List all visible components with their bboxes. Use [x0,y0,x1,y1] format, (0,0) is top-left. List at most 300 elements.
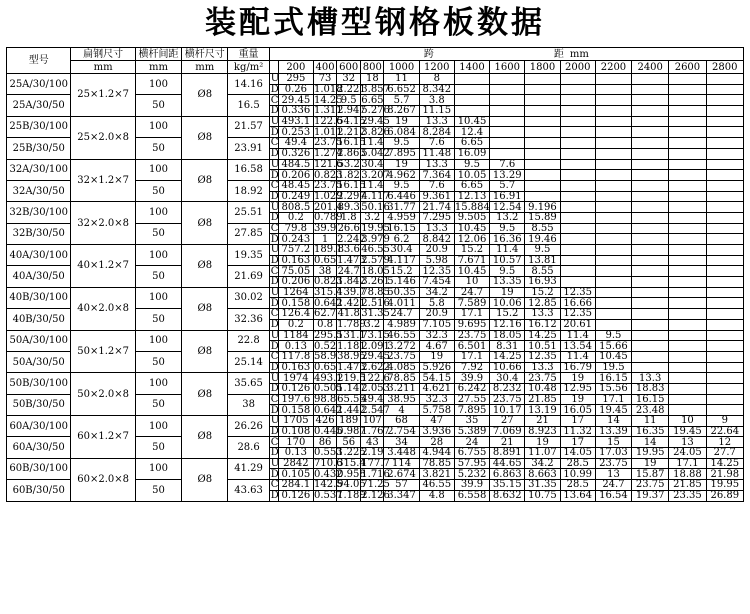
value-cell [632,159,669,170]
value-cell: 8.842 [419,234,454,245]
value-cell: 13.81 [525,255,560,266]
value-cell: 493.1 [278,116,313,127]
bar-pitch-cell: 50 [135,266,181,287]
value-cell: 6.863 [490,469,525,480]
value-cell: 39.9 [454,480,489,491]
table-row [7,373,744,384]
value-cell: 12.35 [419,266,454,277]
value-cell: 8.232 [490,383,525,394]
row-key-cell: U [270,372,280,384]
value-cell: 1 [313,234,336,245]
flat-steel-cell: 40×2.0×8 [71,287,135,330]
value-cell: 21.74 [419,202,454,213]
value-cell: 114 [384,458,419,469]
value-cell: 0.163 [278,255,313,266]
value-cell [525,159,560,170]
table-row [7,74,744,85]
header-bar-size-unit: mm [182,61,228,74]
bar-size-cell: Ø8 [182,74,228,117]
value-cell: 3.8 [419,95,454,106]
value-cell: 19 [384,116,419,127]
value-cell: 295 [278,74,313,85]
value-cell: 6.501 [454,341,489,352]
value-cell: 7.671 [454,255,489,266]
value-cell: 1705 [278,416,313,427]
bar-size-cell: Ø8 [182,245,228,288]
value-cell: 16.15 [337,180,366,192]
header-span-2400: 2400 [632,61,669,74]
value-cell: 0.823 [313,276,343,288]
value-cell [706,74,743,85]
value-cell: 11.07 [525,448,560,459]
weight-cell: 38 [228,394,269,415]
value-cell: 7.92 [454,362,489,373]
value-cell: 9.505 [454,212,489,223]
weight-cell: 21.57 [228,116,269,137]
value-cell: 12.13 [454,191,489,202]
value-cell [525,106,560,117]
value-cell: 86 [313,437,336,448]
value-cell: 16.09 [454,148,489,159]
value-cell: 31.35 [361,308,390,320]
value-cell: 9.5 [454,159,489,170]
row-key-cell: D [270,426,279,438]
value-cell [706,330,743,341]
value-cell: 1.018 [313,84,343,96]
row-key-cell: C [270,94,279,106]
value-cell: 16.15 [384,223,419,234]
value-cell [706,266,743,277]
value-cell: 219.5 [337,372,366,384]
value-cell [595,138,631,149]
row-key-cell: C [270,393,279,405]
value-cell [560,106,595,117]
value-cell: 32.3 [419,330,454,341]
value-cell [560,116,595,127]
weight-cell: 41.29 [228,458,269,479]
value-cell [706,405,743,416]
value-cell: 38 [313,266,336,277]
flat-steel-cell: 40×1.2×7 [71,245,135,288]
value-cell: 23.75 [525,373,560,384]
value-cell [706,138,743,149]
value-cell: 19.37 [632,490,669,501]
header-flat-steel: 扁钢尺寸 [71,48,135,61]
value-cell: 15.2 [454,245,489,256]
row-key-cell: D [270,255,279,267]
row-key-cell: D [270,276,279,288]
value-cell [595,170,631,181]
value-cell: 32 [337,74,361,85]
value-cell [669,351,706,362]
value-cell [595,148,631,159]
row-key-cell: U [270,458,280,470]
value-cell [632,202,669,213]
model-cell: 32A/30/100 [7,159,71,180]
value-cell [560,234,595,245]
value-cell [669,255,706,266]
model-cell: 32B/30/50 [7,223,71,244]
header-span-800: 800 [361,61,384,74]
value-cell: 17.1 [595,394,631,405]
value-cell [595,234,631,245]
weight-cell: 16.58 [228,159,269,180]
value-cell: 3.979 [361,233,390,245]
value-cell: 3.821 [419,469,454,480]
value-cell [560,127,595,138]
value-cell [669,84,706,95]
value-cell: 0.432 [313,468,343,480]
row-key-cell: C [270,137,279,149]
value-cell: 0.249 [278,191,313,202]
value-cell [454,106,489,117]
value-cell: 41.8 [337,308,360,320]
value-cell [669,405,706,416]
model-cell: 25A/30/50 [7,95,71,116]
value-cell: 0.642 [313,297,343,309]
value-cell [669,116,706,127]
value-cell: 0.206 [278,170,313,181]
value-cell: 139.7 [337,287,366,299]
value-cell: 11.4 [490,245,525,256]
weight-cell: 14.16 [228,74,269,95]
value-cell: 10.75 [525,490,560,501]
value-cell: 18.83 [632,383,669,394]
value-cell: 2.297 [337,190,366,202]
value-cell [595,74,631,85]
bar-pitch-cell: 50 [135,223,181,244]
value-cell [669,234,706,245]
value-cell: 2.547 [361,404,390,416]
value-cell: 7.6 [419,138,454,149]
value-cell [560,266,595,277]
model-cell: 40A/30/50 [7,266,71,287]
value-cell [669,223,706,234]
value-cell [669,127,706,138]
value-cell: 53.2 [337,158,360,170]
value-cell [632,212,669,223]
value-cell [595,319,631,330]
value-cell: 9.5 [490,223,525,234]
bar-pitch-cell: 50 [135,309,181,330]
value-cell: 13.3 [525,309,560,320]
value-cell: 19.95 [706,480,743,491]
value-cell: 1.82 [337,169,360,181]
value-cell: 2.091 [361,340,390,352]
value-cell [632,287,669,298]
weight-cell: 35.65 [228,373,269,394]
value-cell [632,106,669,117]
value-cell: 0.126 [278,490,313,501]
header-span-2000: 2000 [560,61,595,74]
value-cell: 9.5 [490,266,525,277]
value-cell [595,191,631,202]
grating-data-table [6,47,744,502]
value-cell [490,116,525,127]
value-cell [595,212,631,223]
value-cell: 2.674 [384,469,419,480]
value-cell [595,159,631,170]
value-cell [525,180,560,191]
value-cell: 1.473 [337,361,366,373]
row-key-cell: D [270,383,279,395]
value-cell: 0.158 [278,405,313,416]
row-key-cell: D [270,490,279,502]
row-key-cell: D [270,297,279,309]
value-cell: 83.6 [337,244,360,256]
value-cell: 4.962 [384,170,419,181]
value-cell: 9 [706,416,743,427]
value-cell: 13.3 [525,362,560,373]
table-row [7,245,744,256]
table-row [7,159,744,170]
value-cell: 8.55 [525,266,560,277]
bar-pitch-cell: 100 [135,458,181,479]
value-cell [706,287,743,298]
weight-cell: 30.02 [228,287,269,308]
header-bar-pitch: 横杆间距 [135,48,181,61]
value-cell: 38.95 [337,351,366,363]
header-span-1000: 1000 [384,61,419,74]
header-weight: 重量 [228,48,269,61]
value-cell [560,74,595,85]
value-cell: 35.15 [490,480,525,491]
value-cell: 21 [490,437,525,448]
row-key-cell: D [270,319,279,331]
value-cell [525,95,560,106]
value-cell: 5.98 [419,255,454,266]
header-span-key-blank [269,61,278,74]
value-cell: 10.57 [490,255,525,266]
value-cell: 808.5 [278,202,313,213]
row-key-cell: C [270,351,279,363]
value-cell [632,95,669,106]
value-cell: 11.4 [560,351,595,362]
value-cell: 15 [595,437,631,448]
flat-steel-cell: 50×1.2×7 [71,330,135,373]
header-span-group [269,48,743,61]
value-cell [454,84,489,95]
value-cell: 15.2 [525,287,560,298]
value-cell: 3.857 [361,84,390,96]
value-cell: 17.1 [669,458,706,469]
value-cell [669,362,706,373]
value-cell: 0.126 [278,383,313,394]
value-cell: 0.65 [313,361,337,373]
value-cell: 2.622 [361,361,390,373]
value-cell [632,223,669,234]
value-cell [632,84,669,95]
row-key-cell: C [270,479,279,491]
value-cell: 75.05 [278,266,313,277]
value-cell [706,116,743,127]
value-cell: 30.4 [490,373,525,384]
bar-pitch-cell: 50 [135,95,181,116]
value-cell [560,255,595,266]
value-cell: 11 [632,416,669,427]
value-cell: 22.64 [706,426,743,437]
bar-pitch-cell: 100 [135,245,181,266]
value-cell: 493.1 [313,372,343,384]
header-span-1200: 1200 [419,61,454,74]
header-span-1400: 1400 [454,61,489,74]
value-cell: 2.19 [361,447,384,459]
value-cell: 19 [632,458,669,469]
value-cell: 21.98 [706,469,743,480]
row-key-cell: U [270,73,280,85]
value-cell: 12.95 [560,383,595,394]
value-cell: 14 [595,416,631,427]
header-bar-pitch-unit: mm [135,61,181,74]
value-cell [632,255,669,266]
row-key-cell: D [270,233,279,245]
value-cell: 38.95 [384,394,419,405]
value-cell [706,180,743,191]
weight-cell: 43.63 [228,480,269,501]
value-cell: 14.05 [560,448,595,459]
value-cell [560,245,595,256]
value-cell: 2.212 [337,126,366,138]
value-cell [560,159,595,170]
value-cell: 10 [669,416,706,427]
value-cell: 10.17 [490,405,525,416]
value-cell: 78.85 [419,458,454,469]
value-cell: 65.55 [337,393,366,405]
value-cell [706,212,743,223]
value-cell: 6.65 [454,138,489,149]
value-cell: 2.947 [337,105,366,117]
value-cell: 1184 [278,330,313,341]
value-cell: 46.55 [384,330,419,341]
value-cell: 26.89 [706,490,743,501]
value-cell: 3.448 [384,448,419,459]
value-cell [669,245,706,256]
value-cell: 10.45 [454,266,489,277]
value-cell [525,74,560,85]
value-cell: 34.2 [525,458,560,469]
value-cell: 16.12 [525,319,560,330]
value-cell: 7.364 [419,170,454,181]
model-cell: 25A/30/100 [7,74,71,95]
model-cell: 50B/30/50 [7,394,71,415]
model-cell: 60A/30/50 [7,437,71,458]
row-key-cell: U [270,158,280,170]
value-cell [560,95,595,106]
value-cell [706,309,743,320]
header-span-unit: mm [569,48,589,60]
value-cell: 0.958 [337,468,366,480]
value-cell: 0.243 [278,234,313,245]
value-cell: 1.274 [313,148,343,160]
value-cell: 23.75 [313,180,343,192]
value-cell: 5.042 [361,148,390,160]
row-key-cell: D [270,404,279,416]
value-cell: 7.589 [454,298,489,309]
value-cell [632,341,669,352]
row-key-cell: U [270,244,280,256]
value-cell: 27.55 [454,394,489,405]
value-cell: 14 [632,437,669,448]
value-cell: 14.25 [313,94,343,106]
value-cell: 0.158 [278,298,313,309]
bar-size-cell: Ø8 [182,287,228,330]
value-cell: 34 [384,437,419,448]
value-cell: 23.75 [490,394,525,405]
value-cell: 0.987 [337,426,366,438]
value-cell: 0.105 [278,469,313,480]
value-cell: 5.7 [490,180,525,191]
value-cell: 73.15 [361,329,390,341]
value-cell: 10.45 [454,223,489,234]
value-cell: 15.56 [595,383,631,394]
value-cell: 29.45 [361,116,390,128]
row-key-cell: D [270,468,279,480]
row-key-cell: D [270,212,279,224]
value-cell: 23.75 [454,330,489,341]
value-cell [669,341,706,352]
value-cell: 15.2 [384,266,419,277]
weight-cell: 25.51 [228,202,269,223]
weight-cell: 28.6 [228,437,269,458]
value-cell: 31.77 [384,202,419,213]
value-cell: 315.4 [337,458,366,470]
value-cell: 142.5 [313,479,343,491]
value-cell [669,287,706,298]
model-cell: 60A/30/100 [7,416,71,437]
value-cell: 0.553 [313,447,343,459]
value-cell: 14.25 [525,330,560,341]
value-cell: 0.823 [313,169,343,181]
value-cell: 19 [560,373,595,384]
value-cell: 121.6 [313,158,343,170]
value-cell [706,319,743,330]
header-span-600: 600 [337,61,361,74]
value-cell: 2.242 [337,233,366,245]
value-cell [706,170,743,181]
value-cell: 13.3 [419,116,454,127]
bar-size-cell: Ø8 [182,159,228,202]
value-cell [706,84,743,95]
value-cell: 34.2 [419,287,454,298]
value-cell: 117.8 [278,351,313,362]
value-cell: 10.48 [525,383,560,394]
value-cell: 107 [361,416,384,427]
value-cell [632,309,669,320]
value-cell [706,191,743,202]
bar-pitch-cell: 100 [135,330,181,351]
value-cell [595,255,631,266]
value-cell: 11.4 [560,330,595,341]
value-cell: 1974 [278,373,313,384]
value-cell: 19 [384,159,419,170]
weight-cell: 21.69 [228,266,269,287]
weight-cell: 16.5 [228,95,269,116]
value-cell: 4.989 [384,319,419,330]
model-cell: 60B/30/50 [7,480,71,501]
value-cell: 18 [361,74,384,85]
bar-size-cell: Ø8 [182,373,228,416]
value-cell [706,234,743,245]
value-cell: 19.95 [361,222,390,234]
value-cell [669,373,706,384]
value-cell: 24.7 [595,480,631,491]
weight-cell: 27.85 [228,223,269,244]
value-cell [706,106,743,117]
value-cell: 2.053 [361,383,390,395]
value-cell: 757.2 [278,245,313,256]
value-cell: 3.2 [361,319,384,330]
value-cell: 13 [595,469,631,480]
